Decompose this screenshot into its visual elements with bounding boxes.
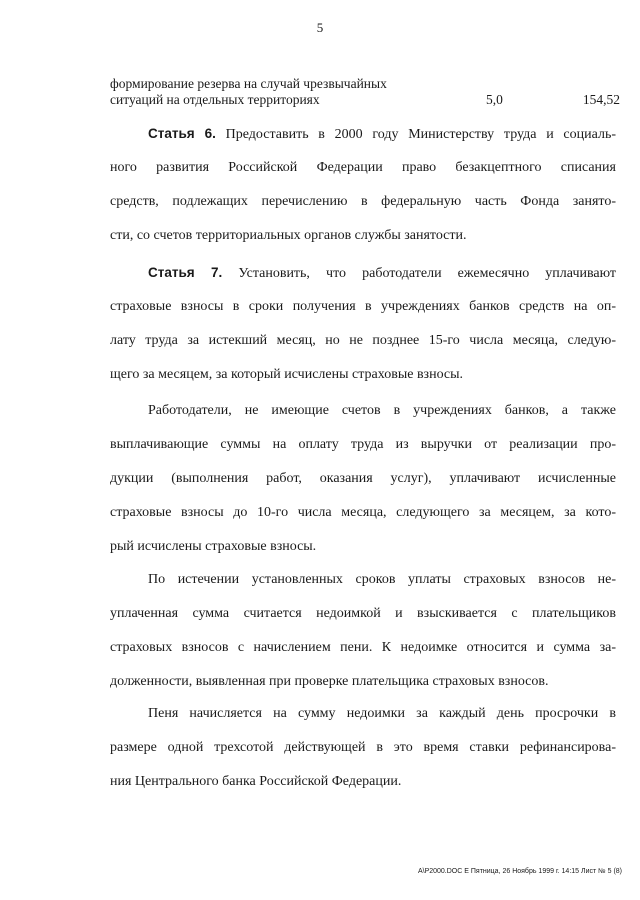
paragraph-line: выплачивающие суммы на оплату труда из выручки от реализации про- bbox=[110, 437, 616, 452]
paragraph-line: Пеня начисляется на сумму недоимки за каждый день просрочки в bbox=[148, 706, 616, 721]
article-7 bbox=[110, 256, 616, 392]
document-footer: А\Р2000.DOC Е Пятница, 26 Ноябрь 1999 г. 14:15 Лист № 5 (8) bbox=[417, 868, 622, 875]
paragraph-penalty bbox=[110, 697, 616, 799]
article-6-label: Статья 6. bbox=[148, 126, 216, 141]
article-6 bbox=[110, 117, 616, 253]
article-7-line: страховые взносы в сроки получения в учреждениях банков средств на оп- bbox=[110, 299, 616, 314]
paragraph-line: страховые взносы до 10-го числа месяца, следующего за месяцем, за кото- bbox=[110, 505, 616, 520]
table-row-text-line-2 bbox=[110, 92, 620, 108]
article-7-line: лату труда за истекший месяц, но не позднее 15-го числа месяца, следую- bbox=[110, 333, 616, 348]
paragraph-line: долженности, выявленная при проверке плательщика страховых взносов. bbox=[110, 674, 549, 689]
article-6-line: ного развития Российской Федерации право безакцептного списания bbox=[110, 160, 616, 175]
page-number: 5 bbox=[316, 20, 324, 35]
paragraph-line: рый исчислены страховые взносы. bbox=[110, 539, 317, 554]
article-6-line: средств, подлежащих перечислению в федеральную часть Фонда занято- bbox=[110, 194, 616, 209]
article-7-line: щего за месяцем, за который исчислены страховые взносы. bbox=[110, 367, 464, 382]
table-row-value-1: 5,0 bbox=[486, 92, 503, 107]
article-7-line: Статья 7. Установить, что работодатели ежемесячно уплачивают bbox=[148, 265, 617, 281]
article-6-line: Статья 6. Предоставить в 2000 году Министерству труда и социаль- bbox=[148, 126, 616, 142]
table-row-label: ситуаций на отдельных территориях bbox=[110, 92, 320, 107]
paragraph-line: ния Центрального банка Российской Федерации. bbox=[110, 774, 402, 789]
budget-table-row bbox=[110, 76, 620, 108]
paragraph-line: уплаченная сумма считается недоимкой и взыскивается с плательщиков bbox=[110, 606, 616, 621]
paragraph-arrears bbox=[110, 563, 616, 699]
paragraph-line: страховых взносов с начислением пени. К недоимке относится и сумма за- bbox=[110, 640, 616, 655]
article-7-label: Статья 7. bbox=[148, 265, 223, 280]
paragraph-line: дукции (выполнения работ, оказания услуг), уплачивают исчисленные bbox=[110, 471, 616, 486]
paragraph-line: Работодатели, не имеющие счетов в учреждениях банков, а также bbox=[148, 403, 616, 418]
article-6-line: сти, со счетов территориальных органов службы занятости. bbox=[110, 228, 467, 243]
paragraph-employers bbox=[110, 394, 616, 564]
paragraph-line: По истечении установленных сроков уплаты страховых взносов не- bbox=[148, 572, 616, 587]
table-row-text-line-1: формирование резерва на случай чрезвычайных bbox=[110, 76, 387, 91]
paragraph-line: размере одной трехсотой действующей в это время ставки рефинансирова- bbox=[110, 740, 616, 755]
table-row-value-2: 154,52 bbox=[582, 92, 620, 107]
